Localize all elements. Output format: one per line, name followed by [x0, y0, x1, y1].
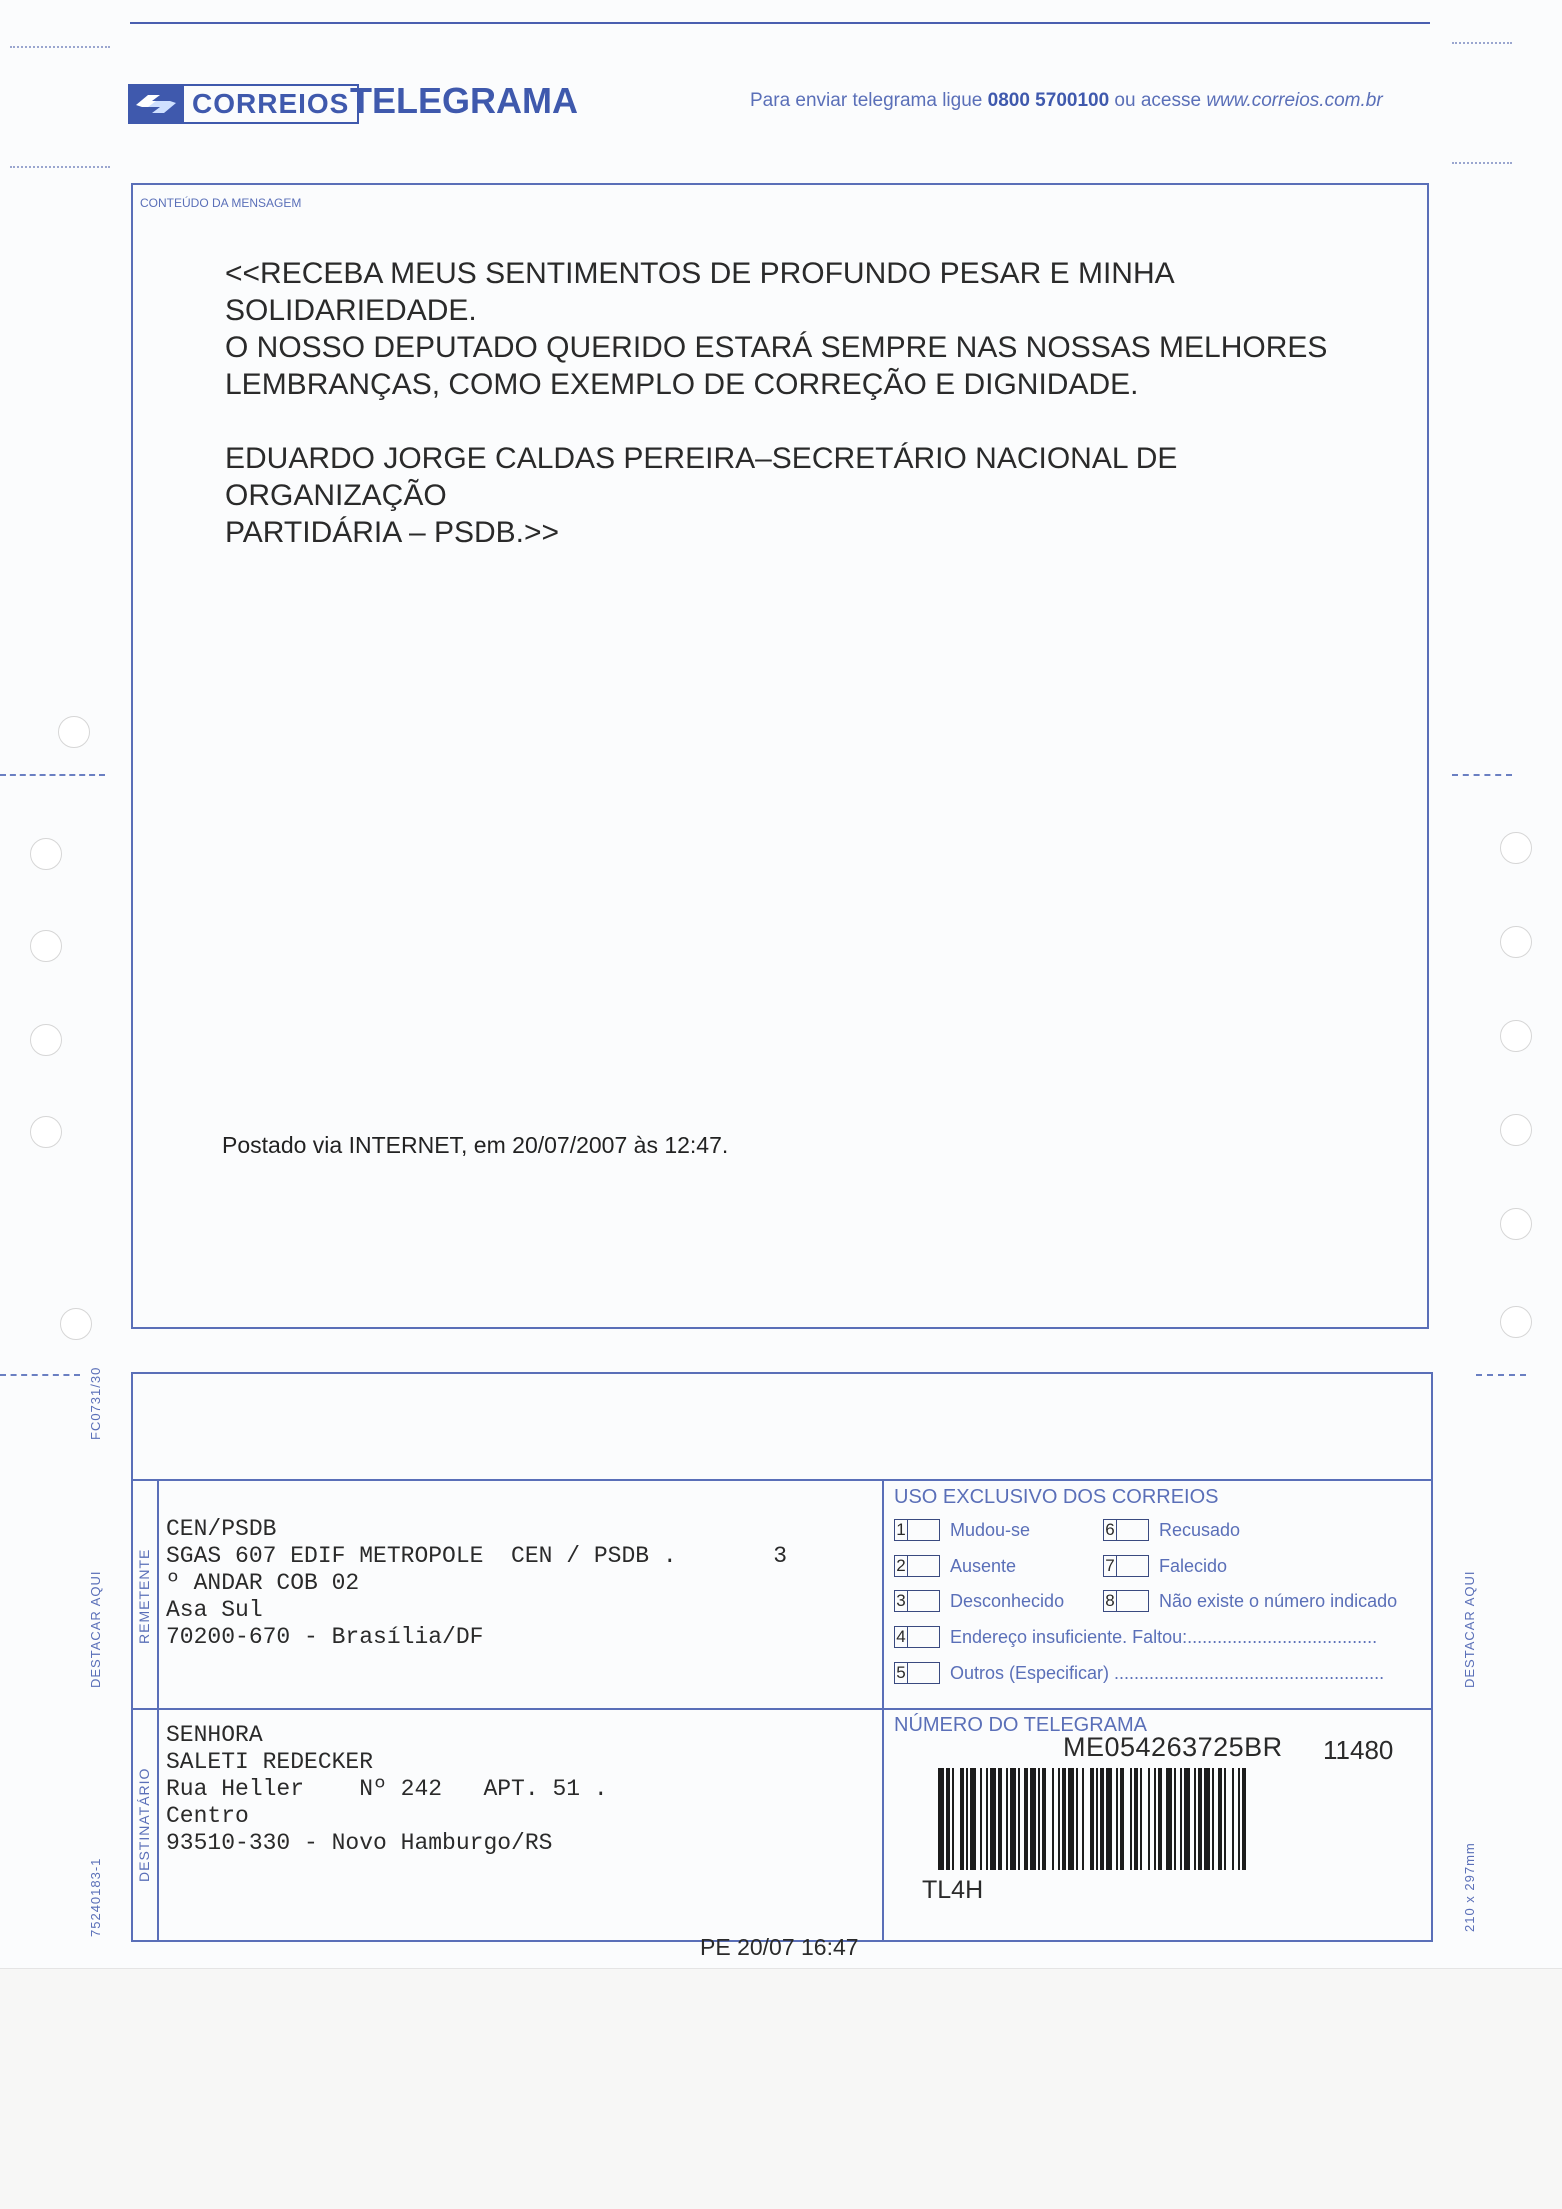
tear-label-right: DESTACAR AQUI — [1462, 1570, 1477, 1688]
return-option-2[interactable] — [894, 1555, 1016, 1577]
contact-mid: ou acesse — [1109, 90, 1207, 111]
return-option-7[interactable] — [1103, 1555, 1227, 1577]
fold-line — [0, 1374, 80, 1376]
top-rule — [130, 22, 1430, 24]
option-label: Endereço insuficiente. Faltou:...................................... — [950, 1626, 1378, 1647]
option-checkbox[interactable] — [908, 1662, 940, 1684]
telegram-number-label: NÚMERO DO TELEGRAMA — [894, 1714, 1147, 1736]
margin-dots — [10, 166, 110, 168]
correios-logo-text: CORREIOS — [184, 84, 359, 124]
telegram-number: ME054263725BR — [1063, 1732, 1283, 1762]
return-option-6[interactable] — [1103, 1519, 1240, 1541]
contact-info — [750, 90, 1383, 112]
center-rule — [882, 1479, 884, 1942]
address-divider — [131, 1479, 1433, 1481]
correios-logo — [128, 84, 359, 124]
option-label: Não existe o número indicado — [1159, 1590, 1398, 1611]
barcode-icon — [938, 1768, 1408, 1870]
tear-label-left: DESTACAR AQUI — [88, 1570, 103, 1688]
telegram-code: 11480 — [1323, 1735, 1394, 1765]
message-body: <<RECEBA MEUS SENTIMENTOS DE PROFUNDO PESAR E MINHA SOLIDARIEDADE. O NOSSO DEPUTADO QUERIDO ESTARÁ SEMPRE NAS NOSSAS MELHORES LEMBRANÇAS, COMO EXEMPLO DE CORREÇÃO E DIGNIDADE. EDUARDO JORGE CALDAS PEREIRA–SECRETÁRIO NACIONAL DE ORGANIZAÇÃO PARTIDÁRIA – PSDB.>> — [225, 257, 1328, 549]
form-serial: 75240183-1 — [88, 1857, 103, 1937]
page-title: TELEGRAMA — [350, 80, 578, 121]
punch-hole — [1500, 1020, 1532, 1052]
margin-dots — [10, 46, 110, 48]
option-label: Outros (Especificar) ...................................................... — [950, 1662, 1385, 1683]
option-number: 5 — [894, 1662, 908, 1684]
margin-dots — [1452, 42, 1512, 44]
option-checkbox[interactable] — [908, 1590, 940, 1612]
punch-hole — [60, 1308, 92, 1340]
service-code: TL4H — [922, 1876, 984, 1904]
option-number: 6 — [1103, 1519, 1117, 1541]
option-checkbox[interactable] — [908, 1555, 940, 1577]
punch-hole — [1500, 832, 1532, 864]
correios-use-title: USO EXCLUSIVO DOS CORREIOS — [894, 1486, 1219, 1508]
option-label: Desconhecido — [950, 1590, 1065, 1611]
option-label: Falecido — [1159, 1555, 1228, 1576]
option-number: 4 — [894, 1626, 908, 1648]
contact-phone: 0800 5700100 — [987, 90, 1110, 111]
paper-size: 210 x 297mm — [1462, 1842, 1477, 1932]
option-number: 2 — [894, 1555, 908, 1577]
posted-info: Postado via INTERNET, em 20/07/2007 às 12:47. — [222, 1132, 729, 1158]
correios-arrows-icon — [128, 84, 184, 124]
option-checkbox[interactable] — [1117, 1590, 1149, 1612]
fold-line — [0, 774, 105, 776]
address-divider — [131, 1708, 1433, 1710]
contact-site: www.correios.com.br — [1206, 90, 1383, 111]
option-label: Ausente — [950, 1555, 1017, 1576]
option-label: Mudou-se — [950, 1519, 1031, 1540]
punch-hole — [30, 1024, 62, 1056]
punch-hole — [1500, 1208, 1532, 1240]
return-option-1[interactable] — [894, 1519, 1030, 1541]
sender-label: REMETENTE — [136, 1548, 152, 1644]
recipient-address: SENHORA SALETI REDECKER Rua Heller Nº 242 APT. 51 . Centro 93510-330 - Novo Hamburgo/RS — [166, 1722, 608, 1856]
punch-hole — [1500, 926, 1532, 958]
option-number: 3 — [894, 1590, 908, 1612]
return-option-5[interactable] — [894, 1662, 1384, 1684]
punch-hole — [1500, 1114, 1532, 1146]
punch-hole — [30, 838, 62, 870]
option-checkbox[interactable] — [908, 1519, 940, 1541]
option-number: 7 — [1103, 1555, 1117, 1577]
option-checkbox[interactable] — [1117, 1519, 1149, 1541]
option-number: 1 — [894, 1519, 908, 1541]
message-label: CONTEÚDO DA MENSAGEM — [140, 196, 302, 210]
label-column-rule — [157, 1479, 159, 1942]
return-option-3[interactable] — [894, 1590, 1064, 1612]
option-label: Recusado — [1159, 1519, 1241, 1540]
recipient-label: DESTINATÁRIO — [136, 1767, 152, 1882]
punch-hole — [58, 716, 90, 748]
fold-line — [1476, 1374, 1526, 1376]
return-option-4[interactable] — [894, 1626, 1377, 1648]
option-checkbox[interactable] — [908, 1626, 940, 1648]
option-number: 8 — [1103, 1590, 1117, 1612]
return-option-8[interactable] — [1103, 1590, 1397, 1612]
postmark-stamp: PE 20/07 16:47 — [700, 1934, 859, 1960]
contact-prefix: Para enviar telegrama ligue — [750, 90, 988, 111]
option-checkbox[interactable] — [1117, 1555, 1149, 1577]
margin-dots — [1452, 162, 1512, 164]
punch-hole — [1500, 1306, 1532, 1338]
form-code: FC0731/30 — [88, 1366, 103, 1440]
punch-hole — [30, 930, 62, 962]
fold-line — [1452, 774, 1512, 776]
punch-hole — [30, 1116, 62, 1148]
sender-address: CEN/PSDB SGAS 607 EDIF METROPOLE CEN / PSDB . 3 º ANDAR COB 02 Asa Sul 70200-670 - Brasília/DF — [166, 1516, 788, 1650]
